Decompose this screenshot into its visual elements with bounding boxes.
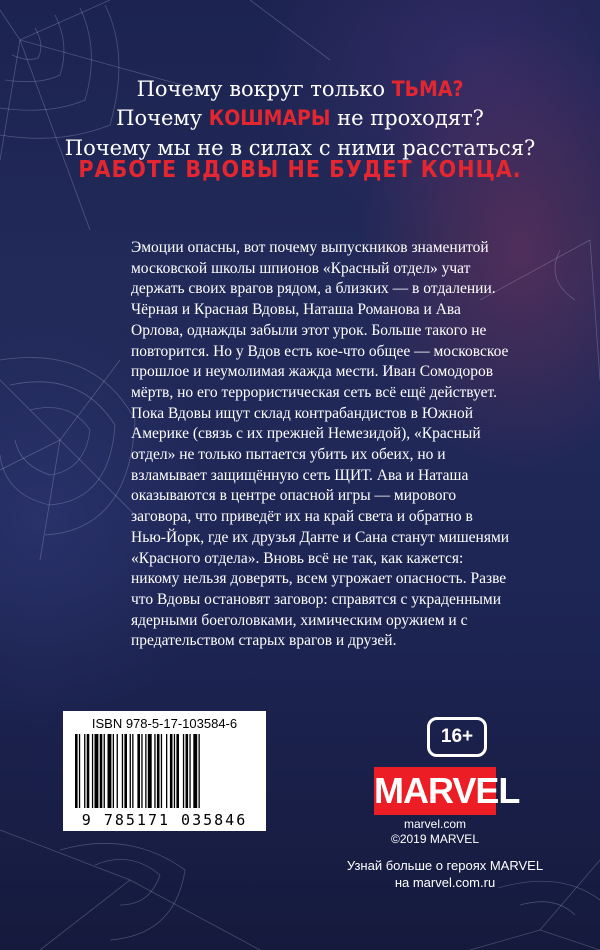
description-line: повторится. Но у Вдов есть кое-что общее — московское — [131, 342, 509, 360]
barcode-digits: 9 785171 035846 — [81, 811, 248, 829]
barcode-bar — [199, 734, 200, 808]
description-line: Орлова, однажды забыли этот урок. Больше такого не — [131, 321, 487, 339]
barcode-bar — [176, 734, 179, 808]
promo-line-1: Узнай больше о героях MARVEL — [346, 858, 544, 873]
description-line: мёртв, но его террористическая сеть всё ещё действует. — [131, 383, 497, 401]
barcode-bar — [145, 734, 146, 808]
promo-line-2: на marvel.com.ru — [394, 875, 496, 890]
barcode-bar — [161, 734, 162, 808]
marvel-copyright: ©2019 MARVEL — [390, 832, 479, 846]
barcode-bar — [141, 734, 142, 808]
barcode-bar — [137, 734, 140, 808]
tagline-line-2-accent: КОШМАРЫ — [208, 106, 331, 130]
description-line: «Красного отдела». Вновь всё не так, как кажется: — [131, 549, 464, 567]
marvel-url: marvel.com — [403, 817, 466, 831]
barcode-bar — [193, 734, 197, 808]
description-line: заговора, что приведёт их на край света и обратно в — [131, 508, 473, 526]
description-line: московской школы шпионов «Красный отдел» учат — [131, 259, 471, 277]
description-line: Нью-Йорк, где их друзья Данте и Сана станут мишенями — [131, 528, 510, 546]
barcode-bar — [183, 734, 184, 808]
barcode-bar — [104, 734, 105, 808]
barcode-bar — [79, 734, 80, 808]
barcode-bar — [189, 734, 190, 808]
barcode-bar — [186, 734, 189, 808]
tagline-line-2-tail: не проходят? — [330, 106, 484, 130]
tagline-line-1-text: Почему вокруг только — [136, 77, 392, 101]
description-line: никому нельзя доверять, всем угрожает опасность. Разве — [131, 570, 507, 588]
barcode-bar — [132, 734, 133, 808]
barcode-bar — [157, 734, 160, 808]
barcode-icon — [73, 734, 256, 810]
description-line: прошлое и неумолимая жажда мести. Иван Сомодоров — [131, 363, 494, 381]
tagline-line-2 — [0, 103, 600, 133]
description-line: Пока Вдовы ищут склад контрабандистов в Южной — [131, 404, 473, 422]
marvel-logo: MARVEL — [374, 767, 496, 815]
description-line: Америке (связь с их прежней Немезидой), «Красный — [131, 425, 481, 443]
barcode-bar — [170, 734, 173, 808]
barcode-bar — [87, 734, 90, 808]
description-line: взламывает защищённую сеть ЩИТ. Ава и Наташа — [131, 466, 469, 484]
book-description — [131, 238, 571, 652]
barcode-bar — [130, 734, 131, 808]
description-line: предательством старых врагов и друзей. — [131, 632, 397, 650]
barcode-bar — [166, 734, 167, 808]
barcode-bar — [95, 734, 99, 808]
description-line: ядерными боеголовками, химическим оружием и с — [131, 611, 468, 629]
tagline-line-2-text: Почему — [116, 106, 209, 130]
tagline-headline: РАБОТЕ ВДОВЫ НЕ БУДЕТ КОНЦА. — [78, 157, 522, 183]
description-line: Эмоции опасны, вот почему выпускников знаменитой — [131, 239, 489, 256]
description-line: держать своих врагов рядом, а близких — в отдалении. — [131, 280, 496, 298]
barcode-bar — [122, 734, 123, 808]
barcode-bar — [100, 734, 103, 808]
description-line: оказываются в центре опасной игры — мирового — [131, 487, 457, 505]
description-line: что Вдовы остановят заговор: справятся с украденными — [131, 590, 502, 608]
tagline-line-3: Почему мы не в силах с ними расстаться? — [64, 136, 536, 160]
tagline-line-1-accent: ТЬМА? — [391, 77, 464, 101]
barcode-bar — [117, 734, 118, 808]
barcode-bar — [84, 734, 85, 808]
barcode-bar — [75, 734, 78, 808]
barcode-bar — [92, 734, 93, 808]
isbn-label: ISBN 978-5-17-103584-6 — [91, 716, 238, 731]
barcode-bar — [108, 734, 112, 808]
description-line: Чёрная и Красная Вдовы, Наташа Романова и Ава — [131, 301, 461, 319]
isbn-barcode-panel — [63, 711, 266, 831]
description-line: отдел» не только пытается убить их обеих, но и — [131, 446, 446, 464]
barcode-bar — [154, 734, 155, 808]
barcode-bar — [148, 734, 152, 808]
barcode-bar — [124, 734, 127, 808]
barcode-bar — [174, 734, 175, 808]
age-rating-badge: 16+ — [427, 717, 487, 757]
barcode-bar — [113, 734, 114, 808]
tagline-line-1 — [0, 74, 600, 104]
